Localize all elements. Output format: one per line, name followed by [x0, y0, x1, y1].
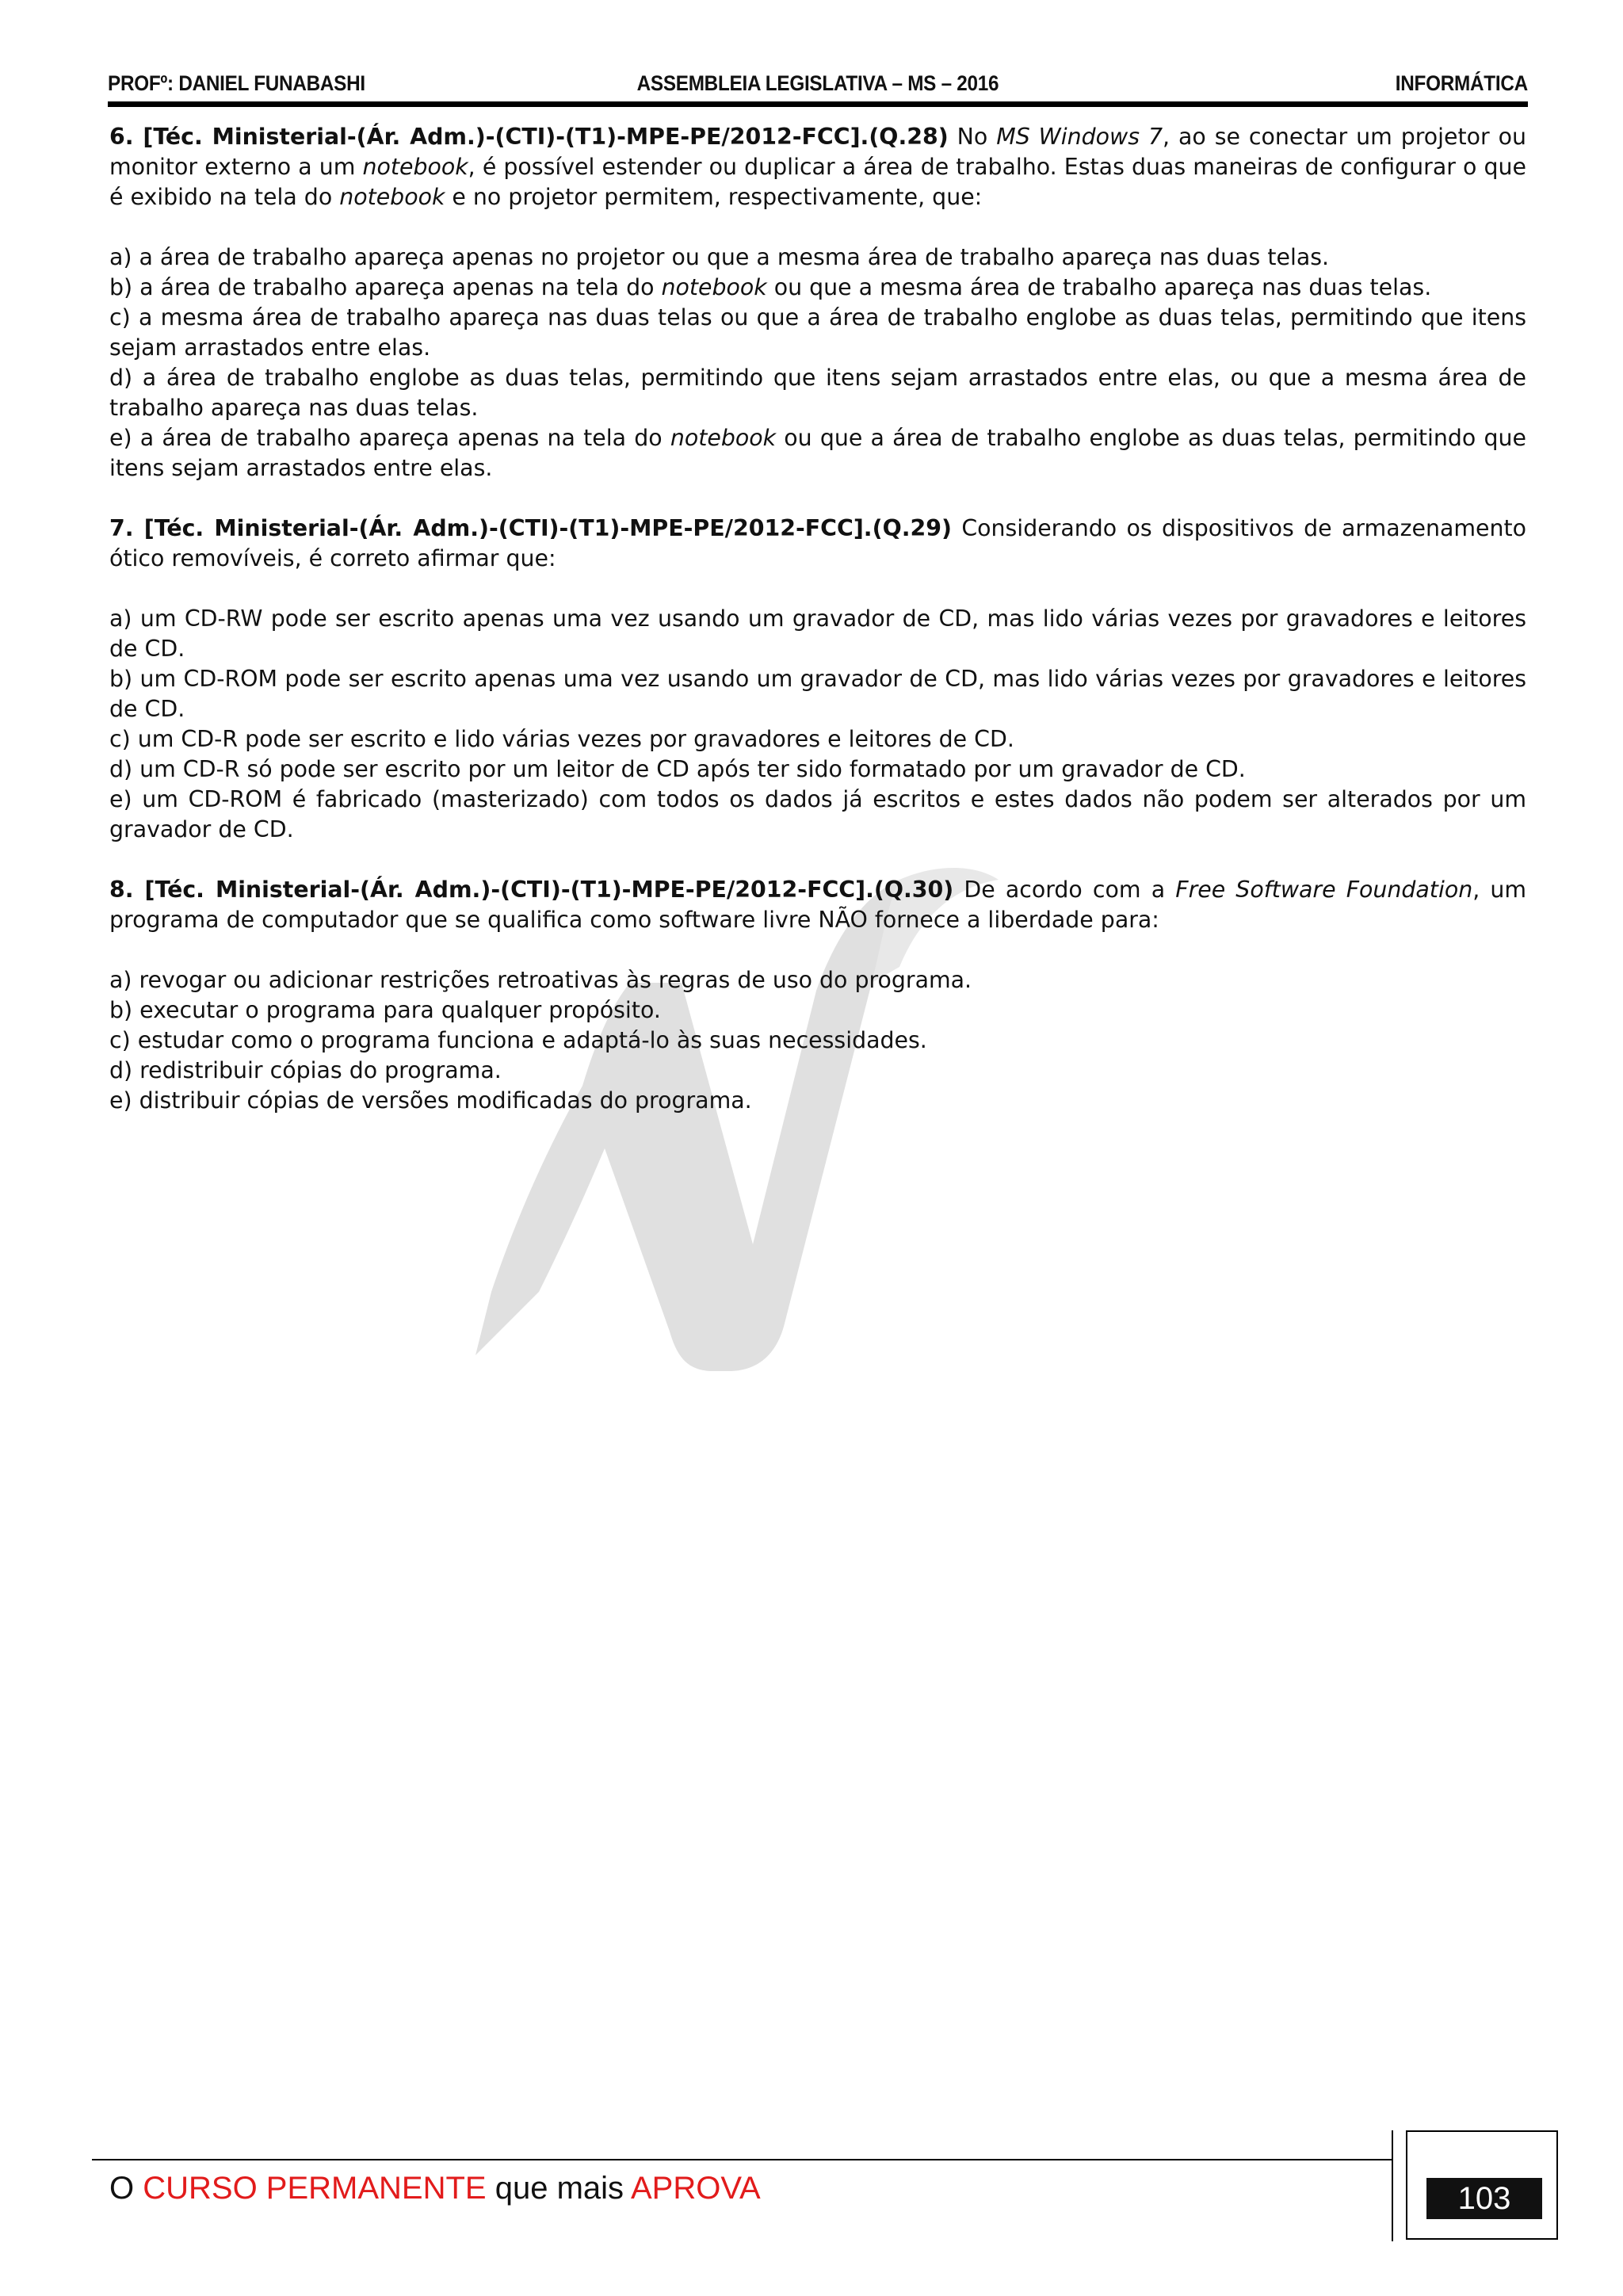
header-rule [108, 101, 1528, 107]
footer-rule [92, 2159, 1392, 2160]
question-6-stem: 6. [Téc. Ministerial-(Ár. Adm.)-(CTI)-(T1)-MPE-PE/2012-FCC].(Q.28) No MS Windows 7, ao se conectar um projetor ou monitor externo a um notebook, é possível estender ou duplicar a área de trabalho. Estas duas maneiras de configurar o que é exibido na tela do notebook e no projetor permitem, respectivamente, que: [109, 124, 1526, 210]
question-8-stem: 8. [Téc. Ministerial-(Ár. Adm.)-(CTI)-(T1)-MPE-PE/2012-FCC].(Q.30) De acordo com a Free Software Foundation, um programa de computador que se qualifica como software livre NÃO fornece a liberdade para: [109, 877, 1527, 933]
question-8-option-b: b) executar o programa para qualquer propósito. [109, 997, 661, 1023]
header-exam: ASSEMBLEIA LEGISLATIVA – MS – 2016 [636, 71, 999, 95]
question-6-option-b: b) a área de trabalho apareça apenas na tela do notebook ou que a mesma área de trabalho apareça nas duas telas. [109, 274, 1432, 300]
footer-divider [1392, 2130, 1393, 2241]
question-7-option-a: a) um CD-RW pode ser escrito apenas uma vez usando um gravador de CD, mas lido várias vezes por gravadores e leitores de CD. [109, 606, 1526, 662]
question-8-reference: 8. [Téc. Ministerial-(Ár. Adm.)-(CTI)-(T1)-MPE-PE/2012-FCC].(Q.30) [109, 877, 954, 903]
question-7-stem: 7. [Téc. Ministerial-(Ár. Adm.)-(CTI)-(T1)-MPE-PE/2012-FCC].(Q.29) Considerando os dispositivos de armazenamento ótico removíveis, é correto afirmar que: [109, 515, 1526, 571]
question-8-option-c: c) estudar como o programa funciona e adaptá-lo às suas necessidades. [109, 1027, 927, 1053]
questions-content [109, 122, 1526, 1116]
question-8-option-e: e) distribuir cópias de versões modificadas do programa. [109, 1087, 752, 1114]
question-7-option-e: e) um CD-ROM é fabricado (masterizado) com todos os dados já escritos e estes dados não podem ser alterados por um gravador de CD. [109, 786, 1526, 842]
question-6-reference: 6. [Téc. Ministerial-(Ár. Adm.)-(CTI)-(T1)-MPE-PE/2012-FCC].(Q.28) [109, 124, 949, 150]
page-header [108, 67, 1528, 100]
question-7-option-b: b) um CD-ROM pode ser escrito apenas uma vez usando um gravador de CD, mas lido várias vezes por gravadores e leitores de CD. [109, 666, 1526, 722]
question-6-option-d: d) a área de trabalho englobe as duas telas, permitindo que itens sejam arrastados entre elas, ou que a mesma área de trabalho apareça nas duas telas. [109, 365, 1526, 421]
header-author: PROFº: DANIEL FUNABASHI [108, 71, 365, 95]
question-6-option-c: c) a mesma área de trabalho apareça nas duas telas ou que a área de trabalho englobe as duas telas, permitindo que itens sejam arrastados entre elas. [109, 304, 1526, 361]
footer-slogan: O CURSO PERMANENTE que mais APROVA [109, 2171, 761, 2206]
question-8-option-d: d) redistribuir cópias do programa. [109, 1057, 502, 1083]
question-8-option-a: a) revogar ou adicionar restrições retroativas às regras de uso do programa. [109, 967, 972, 993]
question-7-option-c: c) um CD-R pode ser escrito e lido várias vezes por gravadores e leitores de CD. [109, 726, 1014, 752]
header-subject: INFORMÁTICA [1395, 71, 1528, 95]
question-6-option-a: a) a área de trabalho apareça apenas no projetor ou que a mesma área de trabalho apareça nas duas telas. [109, 244, 1330, 270]
question-7-reference: 7. [Téc. Ministerial-(Ár. Adm.)-(CTI)-(T1)-MPE-PE/2012-FCC].(Q.29) [109, 515, 952, 541]
question-6-option-e: e) a área de trabalho apareça apenas na tela do notebook ou que a área de trabalho englobe as duas telas, permitindo que itens sejam arrastados entre elas. [109, 425, 1526, 481]
page-number: 103 [1426, 2178, 1542, 2219]
question-7-option-d: d) um CD-R só pode ser escrito por um leitor de CD após ter sido formatado por um gravador de CD. [109, 756, 1246, 782]
